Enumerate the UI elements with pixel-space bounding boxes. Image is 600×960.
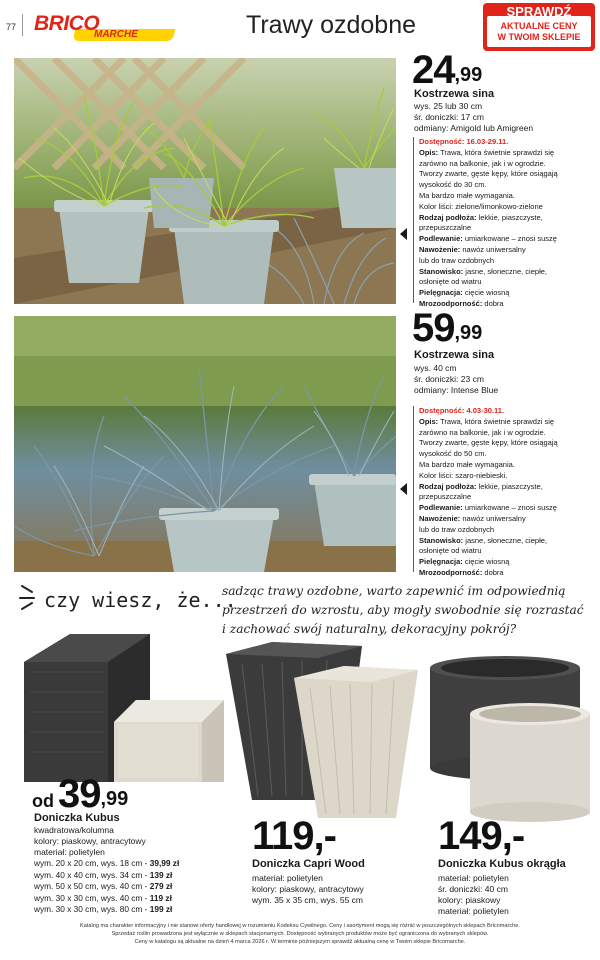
bricomarche-logo[interactable] xyxy=(34,12,184,42)
badge-line-1: SPRAWDŹ xyxy=(506,4,572,19)
care-info-key: Rodzaj podłoża: xyxy=(419,481,477,491)
kubus-price xyxy=(32,772,128,817)
product-photo-fescue-blue xyxy=(14,316,396,572)
kubus-size-label: wym. 30 x 30 cm, wys. 40 cm - xyxy=(34,892,150,903)
care-info-key: Stanowisko: xyxy=(419,266,464,276)
kubus-size-price: 39,99 zł xyxy=(149,858,180,868)
kubus-size-price: 139 zł xyxy=(149,869,173,880)
kubus-size-row xyxy=(34,870,179,882)
kubus-size-table xyxy=(34,858,179,916)
footer-line: Katalog ma charakter informacyjny i nie stanowi oferty handlowej w rozumieniu Kodeksu Cywilnego. Ceny i asortyment mogą się różnić w poszczególnych sklepach Bricomarche. xyxy=(80,923,520,929)
kubus-round-detail: śr. doniczki: 40 cm xyxy=(438,884,508,894)
capri-price-value: 119,- xyxy=(252,814,336,858)
kubus-size-price: 119 zł xyxy=(149,892,172,903)
product2-price-int: 59 xyxy=(412,306,455,350)
did-you-know-text xyxy=(222,582,592,639)
care-info-key: Rodzaj podłoża: xyxy=(419,212,477,222)
kubus-round-detail: materiał: polietylen xyxy=(438,873,509,883)
care-info-value: cięcie wiosną xyxy=(462,557,510,567)
care-info-line xyxy=(419,568,599,579)
kubus-pots-image xyxy=(18,632,233,792)
care-info-line xyxy=(419,223,599,234)
care-info-key: Stanowisko: xyxy=(419,535,464,545)
care-info-line xyxy=(419,169,599,180)
kubus-size-row xyxy=(34,881,179,893)
page-title: Trawy ozdobne xyxy=(246,11,416,39)
care-info-key: Mrozoodporność: xyxy=(419,567,483,577)
care-info-line xyxy=(419,449,599,460)
care-info-line xyxy=(419,202,599,213)
care-info-value: nawóz uniwersalny xyxy=(460,513,526,523)
product2-price xyxy=(412,306,482,351)
care-info-value: lekkie, piaszczyste, xyxy=(476,212,543,222)
legal-footer xyxy=(0,922,600,946)
capri-detail: kolory: piaskowy, antracytowy xyxy=(252,884,364,894)
care-info-key: Podlewanie: xyxy=(419,503,463,513)
care-info-value: osłonięte od wiatru xyxy=(419,277,482,287)
kubus-size-price: 279 zł xyxy=(149,881,173,892)
kubus-detail: materiał: polietylen xyxy=(34,847,105,857)
care-info-line xyxy=(419,191,599,202)
product1-price-dec: ,99 xyxy=(454,64,483,86)
badge-line-3: W TWOIM SKLEPIE xyxy=(497,32,581,42)
care-info-key: Mrozoodporność: xyxy=(419,298,483,308)
care-info-value: wysokość do 30 cm. xyxy=(419,180,487,190)
care-info-key: Pielęgnacja: xyxy=(419,288,463,298)
product2-availability-box xyxy=(419,406,599,579)
care-info-line xyxy=(419,428,599,439)
accent-lines-icon xyxy=(18,582,40,610)
care-info-line xyxy=(419,438,599,449)
care-info-line xyxy=(419,256,599,267)
care-info-value: zarówno na balkonie, jak i w ogrodzie. xyxy=(419,427,546,437)
care-info-line xyxy=(419,277,599,288)
care-info-value: osłonięte od wiatru xyxy=(419,546,482,556)
care-info-key: Opis: xyxy=(419,416,439,426)
care-info-line xyxy=(419,148,599,159)
kubus-round-name: Doniczka Kubus okrągła xyxy=(438,858,566,870)
kubus-size-label: wym. 40 x 40 cm, wys. 34 cm - xyxy=(34,869,150,880)
check-prices-badge xyxy=(483,3,595,51)
kubus-size-label: wym. 20 x 20 cm, wys. 18 cm - xyxy=(34,858,150,868)
pointer-arrow-2 xyxy=(400,483,407,495)
kubus-round-price-value: 149,- xyxy=(438,814,525,858)
kubus-round-detail: kolory: piaskowy xyxy=(438,895,501,905)
care-info-line xyxy=(419,180,599,191)
pointer-arrow-1 xyxy=(400,228,407,240)
page-header xyxy=(0,0,600,50)
care-info-line xyxy=(419,503,599,514)
care-info-value: lub do traw ozdobnych xyxy=(419,255,495,265)
care-info-value: przepuszczalne xyxy=(419,492,472,502)
kubus-size-row xyxy=(34,858,179,870)
care-info-value: lekkie, piaszczyste, xyxy=(476,481,543,491)
product1-detail: odmiany: Amigold lub Amigreen xyxy=(414,123,534,133)
care-info-value: cięcie wiosną xyxy=(462,288,510,298)
capri-name: Doniczka Capri Wood xyxy=(252,858,365,870)
product1-name: Kostrzewa sina xyxy=(414,88,495,100)
care-info-line xyxy=(419,525,599,536)
kubus-detail: kwadratowa/kolumna xyxy=(34,825,114,835)
capri-wood-pots-image xyxy=(222,640,422,820)
care-info-line xyxy=(419,213,599,224)
footer-line: Sprzedaż roślin prowadzona jest wyłącznie w sklepach stacjonarnych. Dostępność wybranych produktów może być ograniczona do wybranych sklepów. xyxy=(111,931,489,937)
header-divider xyxy=(22,14,23,36)
product-photo-fescue-green xyxy=(14,58,396,304)
care-info-value: przepuszczalne xyxy=(419,223,472,233)
capri-detail: materiał: polietylen xyxy=(252,873,323,883)
care-info-line xyxy=(419,460,599,471)
care-info-value: Tworzy zwarte, gęste kępy, które osiągają xyxy=(419,438,558,448)
did-you-know-line: przestrzeń do wzrostu, aby mogły swobodnie się rozrastać xyxy=(222,603,584,617)
logo-text-top: BRICO xyxy=(34,12,100,35)
logo-text-sub: MARCHE xyxy=(94,29,138,40)
did-you-know-heading: czy wiesz, że... xyxy=(44,588,237,612)
care-info-value: Ma bardzo małe wymagania. xyxy=(419,459,515,469)
care-info-value: dobra xyxy=(482,567,504,577)
care-info-value: nawóz uniwersalny xyxy=(460,244,526,254)
did-you-know-line: i zachować swój naturalny, dekoracyjny pokrój? xyxy=(222,622,517,636)
care-info-line xyxy=(419,492,599,503)
care-info-line xyxy=(419,245,599,256)
kubus-price-dec: ,99 xyxy=(100,788,129,810)
kubus-size-label: wym. 30 x 30 cm, wys. 80 cm - xyxy=(34,904,150,915)
kubus-name: Doniczka Kubus xyxy=(34,812,120,824)
care-info-value: Trawa, która świetnie sprawdzi się xyxy=(438,416,555,426)
capri-price xyxy=(252,814,336,859)
kubus-size-label: wym. 50 x 50 cm, wys. 40 cm - xyxy=(34,881,150,892)
care-info-value: jasne, słoneczne, ciepłe, xyxy=(463,535,547,545)
product2-availability: Dostępność: 4.03-30.11. xyxy=(419,406,505,415)
kubus-size-row xyxy=(34,893,179,905)
product1-price-int: 24 xyxy=(412,48,455,92)
kubus-price-int: 39 xyxy=(58,772,101,816)
page-number: 77 xyxy=(6,22,17,32)
product2-price-dec: ,99 xyxy=(454,322,483,344)
care-info-key: Podlewanie: xyxy=(419,234,463,244)
kubus-round-detail: materiał: polietylen xyxy=(438,906,509,916)
product1-availability: Dostępność: 16.03-29.11. xyxy=(419,137,509,146)
product1-detail: wys. 25 lub 30 cm xyxy=(414,101,483,111)
care-info-value: Tworzy zwarte, gęste kępy, które osiągają xyxy=(419,169,558,179)
kubus-round-price xyxy=(438,814,524,859)
care-info-key: Nawożenie: xyxy=(419,244,461,254)
product1-availability-box xyxy=(419,137,599,310)
capri-detail: wym. 35 x 35 cm, wys. 55 cm xyxy=(252,895,363,905)
care-info-value: Ma bardzo małe wymagania. xyxy=(419,190,515,200)
kubus-size-price: 199 zł xyxy=(149,904,173,915)
care-info-line xyxy=(419,471,599,482)
product1-price xyxy=(412,48,482,93)
product2-detail: śr. doniczki: 23 cm xyxy=(414,374,484,384)
did-you-know-line: sadząc trawy ozdobne, warto zapewnić im odpowiednią xyxy=(222,584,566,598)
kubus-size-row xyxy=(34,904,179,916)
care-info-line xyxy=(419,482,599,493)
care-info-line xyxy=(419,234,599,245)
care-info-value: Trawa, która świetnie sprawdzi się xyxy=(438,147,555,157)
care-info-line xyxy=(419,546,599,557)
availability-divider xyxy=(413,406,414,572)
care-info-line xyxy=(419,536,599,547)
care-info-value: jasne, słoneczne, ciepłe, xyxy=(463,266,547,276)
care-info-line xyxy=(419,288,599,299)
care-info-value: Kolor liści: zielone/limonkowo-zielone xyxy=(419,201,543,211)
availability-divider xyxy=(413,137,414,303)
kubus-price-prefix: od xyxy=(32,791,54,811)
care-info-value: lub do traw ozdobnych xyxy=(419,524,495,534)
care-info-value: dobra xyxy=(482,298,504,308)
care-info-line xyxy=(419,159,599,170)
footer-line: Ceny w katalogu są aktualne na dzień 4 marca 2026 r. W terminie późniejszym sprawdź aktualną cenę w Twoim sklepie Bricomarche. xyxy=(134,939,466,945)
care-info-line xyxy=(419,267,599,278)
care-info-key: Nawożenie: xyxy=(419,513,461,523)
kubus-detail: kolory: piaskowy, antracytowy xyxy=(34,836,146,846)
product2-name: Kostrzewa sina xyxy=(414,349,495,361)
care-info-key: Pielęgnacja: xyxy=(419,557,463,567)
care-info-value: umiarkowane – znosi suszę xyxy=(462,234,557,244)
care-info-line xyxy=(419,557,599,568)
care-info-key: Opis: xyxy=(419,147,439,157)
care-info-line xyxy=(419,417,599,428)
badge-line-2: AKTUALNE CENY xyxy=(500,21,578,31)
kubus-round-pots-image xyxy=(420,654,596,822)
care-info-line xyxy=(419,514,599,525)
care-info-value: umiarkowane – znosi suszę xyxy=(462,503,557,513)
care-info-value: wysokość do 50 cm. xyxy=(419,449,487,459)
product2-detail: odmiany: Intense Blue xyxy=(414,385,499,395)
care-info-value: Kolor liści: szaro-niebieski. xyxy=(419,470,508,480)
care-info-value: zarówno na balkonie, jak i w ogrodzie. xyxy=(419,158,546,168)
product2-detail: wys. 40 cm xyxy=(414,363,457,373)
product1-detail: śr. doniczki: 17 cm xyxy=(414,112,484,122)
